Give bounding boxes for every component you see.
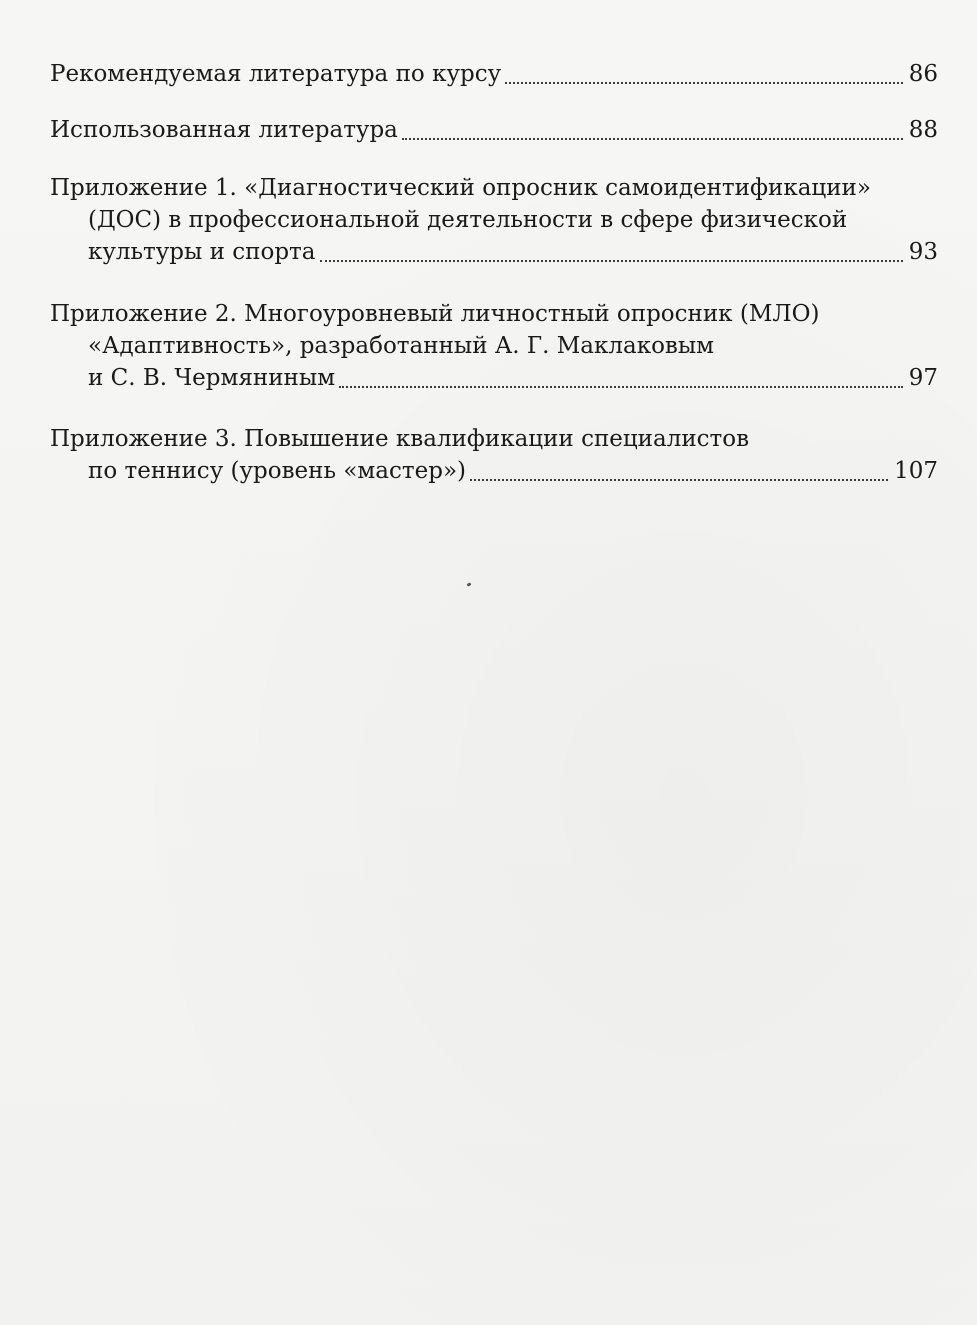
toc-entry-appendix-3[interactable] bbox=[50, 423, 938, 487]
toc-page-number: 88 bbox=[908, 117, 938, 143]
toc-entry-title-line: (ДОС) в профессиональной деятельности в сфере физической bbox=[88, 207, 848, 233]
toc-entry-line bbox=[50, 236, 938, 268]
dot-leader bbox=[470, 478, 888, 481]
toc-entry-used-literature[interactable] bbox=[50, 114, 938, 146]
toc-entry-title: Использованная литература bbox=[50, 117, 398, 143]
toc-entry-line bbox=[50, 455, 938, 487]
toc-entry-appendix-1[interactable] bbox=[50, 172, 938, 268]
toc-entry-title-line: Приложение 3. Повышение квалификации специалистов bbox=[50, 426, 750, 452]
toc-page-number: 86 bbox=[908, 61, 938, 87]
toc-page-number: 107 bbox=[894, 458, 938, 484]
toc-entry-appendix-2[interactable] bbox=[50, 298, 938, 394]
dot-leader bbox=[505, 81, 903, 84]
toc-entry-title: Рекомендуемая литература по курсу bbox=[50, 61, 502, 87]
toc-entry-recommended-literature[interactable] bbox=[50, 58, 938, 90]
toc-entry-title-line: «Адаптивность», разработанный А. Г. Маклаковым bbox=[88, 333, 715, 359]
toc-entry-title: культуры и спорта bbox=[88, 239, 316, 265]
toc-page-number: 93 bbox=[908, 239, 938, 265]
dot-leader bbox=[339, 385, 903, 388]
toc-entry-line bbox=[50, 114, 938, 146]
toc-entry-line bbox=[50, 58, 938, 90]
dot-leader bbox=[320, 259, 903, 262]
toc-entry-line bbox=[50, 362, 938, 394]
toc-entry-title-line: Приложение 1. «Диагностический опросник самоидентификации» bbox=[50, 175, 871, 201]
toc-page-number: 97 bbox=[908, 365, 938, 391]
toc-entry-title: и С. В. Чермяниным bbox=[88, 365, 336, 391]
toc-entry-title: по теннису (уровень «мастер») bbox=[88, 458, 466, 484]
dot-leader bbox=[402, 137, 903, 140]
paper-speck bbox=[467, 582, 472, 587]
toc-entry-title-line: Приложение 2. Многоуровневый личностный опросник (МЛО) bbox=[50, 301, 820, 327]
